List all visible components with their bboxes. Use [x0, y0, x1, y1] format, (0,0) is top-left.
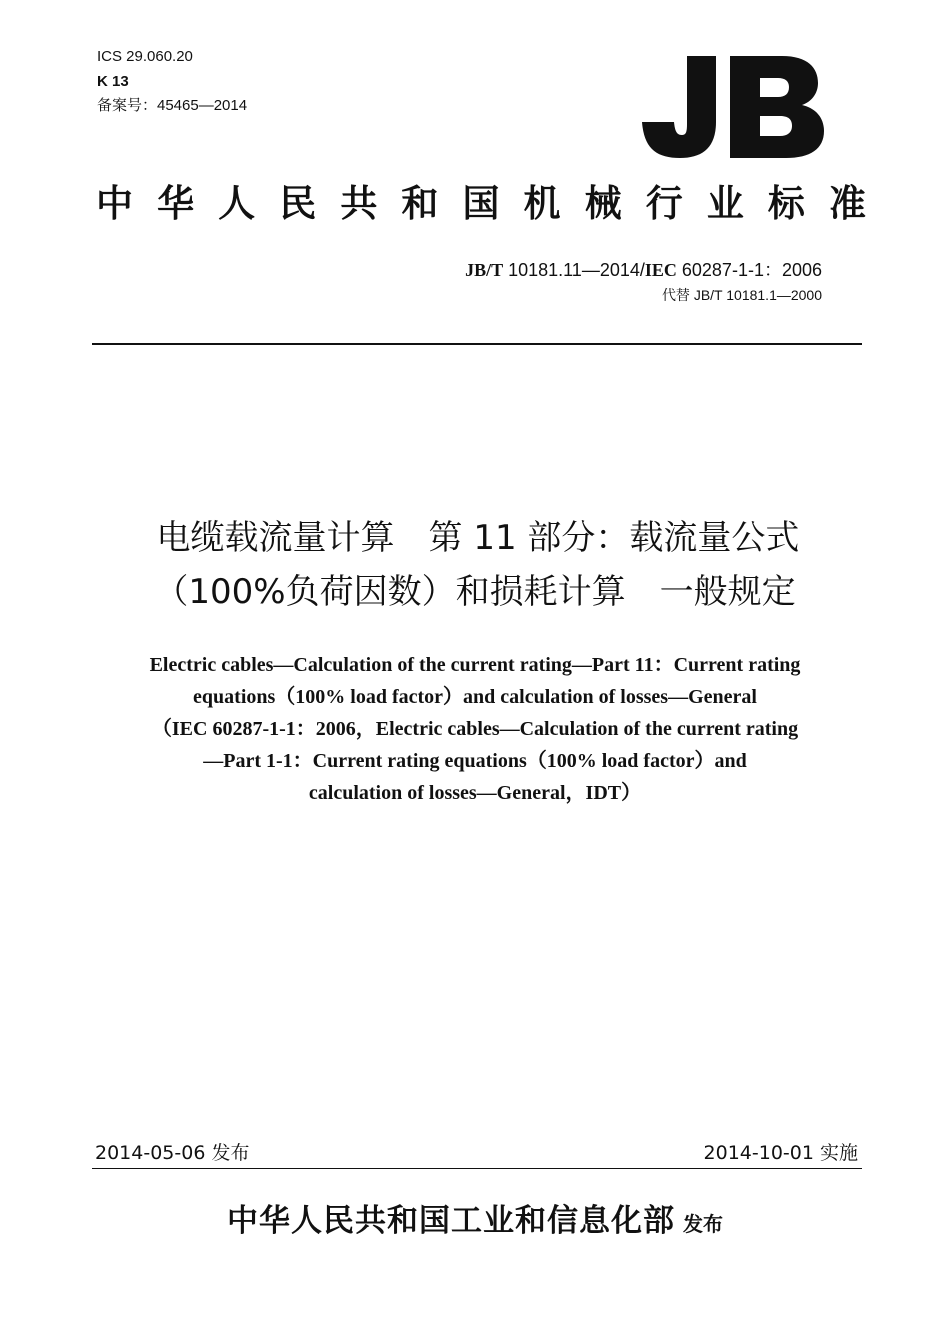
standard-main-number: 10181.11—2014/ — [503, 260, 645, 280]
chinese-title-line-1: 电缆载流量计算 第 11 部分：载流量公式 — [156, 518, 800, 558]
replaces-standard: 代替 JB/T 10181.1—2000 — [661, 287, 822, 303]
issuer — [0, 1195, 950, 1240]
jb-logo-letter-b — [730, 56, 824, 158]
industry-char: 械 — [584, 182, 622, 225]
standard-iec: IEC — [644, 260, 677, 280]
industry-char: 国 — [462, 182, 500, 225]
industry-char: 共 — [340, 182, 378, 225]
chinese-title-line-2: （100%负荷因数）和损耗计算 一般规定 — [154, 572, 796, 612]
english-title-line-3: （IEC 60287-1-1：2006，Electric cables—Calculation of the current rating — [151, 718, 799, 740]
standard-prefix: JB/T — [465, 260, 504, 280]
industry-char: 民 — [279, 182, 317, 225]
industry-char: 中 — [96, 182, 133, 225]
english-title-line-5: calculation of losses—General，IDT） — [308, 782, 642, 804]
industry-char: 业 — [706, 182, 744, 225]
ccs-code: K 13 — [97, 73, 129, 90]
industry-char: 标 — [767, 182, 805, 225]
issuer-action: 发布 — [683, 1212, 723, 1236]
industry-char: 和 — [401, 182, 439, 225]
publish-date: 2014-05-06 发布 — [95, 1142, 250, 1164]
header-divider — [92, 343, 862, 345]
implementation-date: 2014-10-01 实施 — [703, 1142, 858, 1164]
footer-divider — [92, 1168, 862, 1169]
industry-char: 华 — [157, 182, 195, 225]
filing-number: 备案号：45465—2014 — [97, 97, 248, 114]
jb-logo — [640, 52, 826, 160]
industry-char: 准 — [828, 182, 866, 225]
english-title-line-1: Electric cables—Calculation of the current rating—Part 11：Current rating — [149, 654, 801, 676]
english-title-line-4: —Part 1-1：Current rating equations（100% load factor）and — [203, 750, 747, 772]
industry-char: 机 — [523, 182, 561, 225]
english-title-line-2: equations（100% load factor）and calculation of losses—General — [193, 686, 757, 708]
standard-iec-number: 60287-1-1：2006 — [676, 260, 822, 280]
jb-logo-letter-j — [642, 56, 716, 158]
issuer-name: 中华人民共和国工业和信息化部 — [227, 1203, 675, 1239]
industry-standard-title — [96, 178, 866, 230]
industry-char: 行 — [645, 182, 683, 225]
ics-code: ICS 29.060.20 — [97, 48, 193, 65]
standard-number — [465, 256, 822, 282]
industry-char: 人 — [218, 182, 256, 225]
